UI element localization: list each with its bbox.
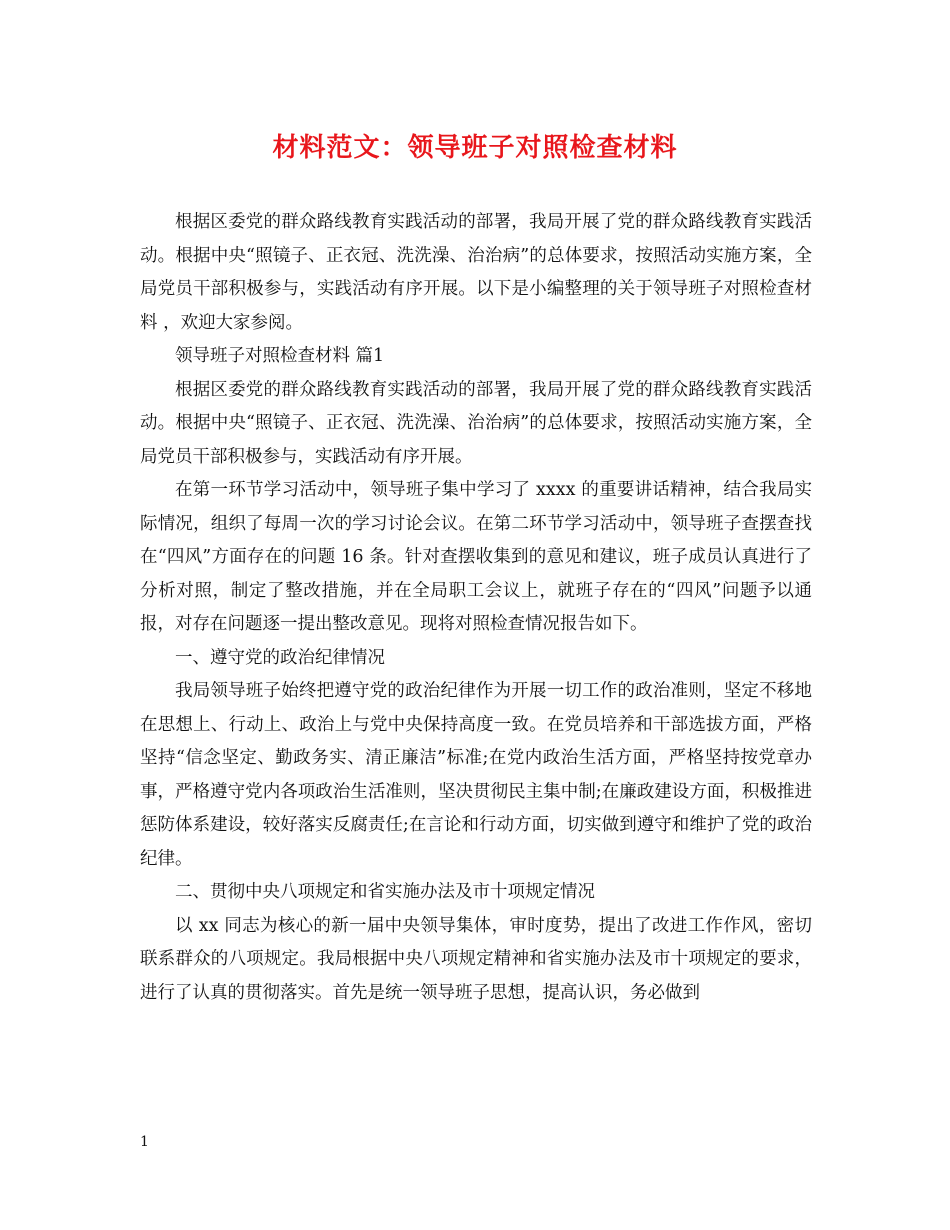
paragraph-eight-regulations: 以 xx 同志为核心的新一届中央领导集体，审时度势，提出了改进工作作风，密切联系群众的八项规定。我局根据中央八项规定精神和省实施办法及市十项规定的要求，进行了认真的贯彻落实。首先是统一领导班子思想，提高认识，务必做到 [140,915,812,1003]
document-title: 材料范文：领导班子对照检查材料 [272,133,678,163]
paragraph-background: 根据区委党的群众路线教育实践活动的部署，我局开展了党的群众路线教育实践活动。根据中央“照镜子、正衣冠、洗洗澡、治治病”的总体要求，按照活动实施方案，全局党员干部积极参与，实践活动有序开展。 [140,379,812,467]
document-body [140,206,812,1010]
page-number: 1 [140,1134,149,1150]
paragraph-intro: 根据区委党的群众路线教育实践活动的部署，我局开展了党的群众路线教育实践活动。根据中央“照镜子、正衣冠、洗洗澡、治治病”的总体要求，按照活动实施方案，全局党员干部积极参与，实践活动有序开展。以下是小编整理的关于领导班子对照检查材料 ，欢迎大家参阅。 [140,212,812,333]
section-heading-part-1: 领导班子对照检查材料 篇1 [175,346,385,366]
section-heading-political-discipline: 一、遵守党的政治纪律情况 [175,647,385,668]
paragraph-study-activities: 在第一环节学习活动中，领导班子集中学习了 xxxx 的重要讲话精神，结合我局实际情况，组织了每周一次的学习讨论会议。在第二环节学习活动中，领导班子查摆查找在“四风”方面存在的问题 16 条。针对查摆收集到的意见和建议，班子成员认真进行了分析对照，制定了整改措施，并在全局职工会议上，就班子存在的“四风”问题予以通报，对存在问题逐一提出整改意见。现将对照检查情况报告如下。 [140,480,812,634]
paragraph-political-discipline: 我局领导班子始终把遵守党的政治纪律作为开展一切工作的政治准则，坚定不移地在思想上、行动上、政治上与党中央保持高度一致。在党员培养和干部选拔方面，严格坚持“信念坚定、勤政务实、清正廉洁”标准;在党内政治生活方面，严格坚持按党章办事，严格遵守党内各项政治生活准则，坚决贯彻民主集中制;在廉政建设方面，积极推进惩防体系建设，较好落实反腐责任;在言论和行动方面，切实做到遵守和维护了党的政治纪律。 [140,681,812,869]
section-heading-eight-regulations: 二、贯彻中央八项规定和省实施办法及市十项规定情况 [175,882,595,902]
